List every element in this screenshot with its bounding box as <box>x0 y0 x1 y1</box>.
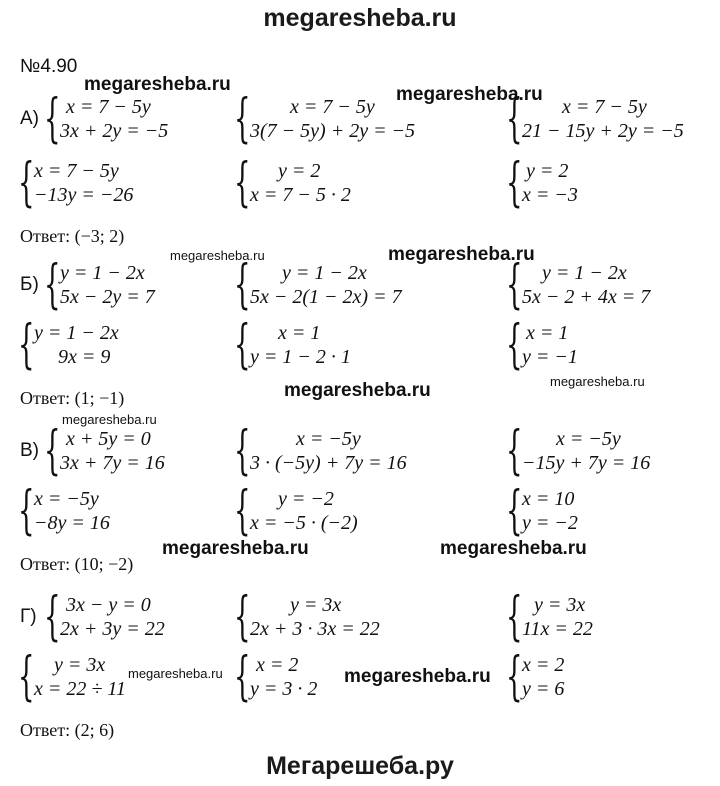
site-footer: Мегарешеба.ру <box>266 752 454 780</box>
equation: x = −5 · (−2) <box>250 512 358 534</box>
equation: y = 3x <box>290 594 342 616</box>
answer-d: Ответ: (2; 6) <box>20 720 115 740</box>
equation: x = −5y <box>296 428 361 450</box>
answer-c: Ответ: (10; −2) <box>20 554 134 574</box>
equation: y = −2 <box>278 488 334 510</box>
equation: 3 · (−5y) + 7y = 16 <box>250 452 407 474</box>
equation: y = 1 − 2x <box>542 262 627 284</box>
equation: 3(7 − 5y) + 2y = −5 <box>250 120 416 142</box>
equation: −8y = 16 <box>34 512 110 534</box>
equation: y = 1 − 2x <box>60 262 145 284</box>
equation: y = 3x <box>54 654 106 676</box>
equation: x = 7 − 5y <box>290 96 375 118</box>
equation: y = −2 <box>522 512 578 534</box>
equation: x = 7 − 5y <box>66 96 151 118</box>
equation: y = 3 · 2 <box>250 678 318 700</box>
equation: 3x + 2y = −5 <box>60 120 169 142</box>
equation: 11x = 22 <box>522 618 593 640</box>
watermark: megaresheba.ru <box>84 74 231 95</box>
equation: y = 2 <box>278 160 321 182</box>
equation: y = 1 − 2x <box>282 262 367 284</box>
equation: x = 7 − 5 · 2 <box>250 184 351 206</box>
equation: 3x − y = 0 <box>66 594 151 616</box>
equation: y = 6 <box>522 678 565 700</box>
watermark: megaresheba.ru <box>128 666 223 681</box>
equation: x = −5y <box>34 488 99 510</box>
part-label-d: Г) <box>20 606 37 627</box>
watermark: megaresheba.ru <box>284 380 431 401</box>
equation: x = 1 <box>526 322 569 344</box>
part-label-a: А) <box>20 108 39 129</box>
equation: 3x + 7y = 16 <box>60 452 165 474</box>
watermark: megaresheba.ru <box>62 412 157 427</box>
equation: x = 22 ÷ 11 <box>34 678 126 700</box>
part-label-b: Б) <box>20 274 39 295</box>
equation: 21 − 15y + 2y = −5 <box>522 120 684 142</box>
equation: x = 7 − 5y <box>562 96 647 118</box>
equation: x = 7 − 5y <box>34 160 119 182</box>
watermark: megaresheba.ru <box>440 538 587 559</box>
equation: x = −3 <box>522 184 578 206</box>
equation: 5x − 2y = 7 <box>60 286 155 308</box>
equation: −13y = −26 <box>34 184 134 206</box>
equation: 2x + 3 · 3x = 22 <box>250 618 380 640</box>
watermark: megaresheba.ru <box>344 666 491 687</box>
equation: 5x − 2(1 − 2x) = 7 <box>250 286 402 308</box>
equation: −15y + 7y = 16 <box>522 452 651 474</box>
site-header: megaresheba.ru <box>263 4 457 32</box>
watermark: megaresheba.ru <box>388 244 535 265</box>
watermark: megaresheba.ru <box>162 538 309 559</box>
watermark: megaresheba.ru <box>396 84 543 105</box>
equation: x + 5y = 0 <box>66 428 151 450</box>
equation: y = 3x <box>534 594 586 616</box>
equation: 9x = 9 <box>58 346 111 368</box>
watermark: megaresheba.ru <box>170 248 265 263</box>
equation: 2x + 3y = 22 <box>60 618 165 640</box>
equation: x = 2 <box>522 654 565 676</box>
equation: x = 1 <box>278 322 321 344</box>
part-label-c: В) <box>20 440 39 461</box>
equation: y = 2 <box>526 160 569 182</box>
equation: y = 1 − 2 · 1 <box>250 346 351 368</box>
problem-number: №4.90 <box>20 56 78 77</box>
equation: y = −1 <box>522 346 578 368</box>
equation: y = 1 − 2x <box>34 322 119 344</box>
answer-a: Ответ: (−3; 2) <box>20 226 125 246</box>
equation: x = 10 <box>522 488 575 510</box>
answer-b: Ответ: (1; −1) <box>20 388 125 408</box>
equation: x = 2 <box>256 654 299 676</box>
equation: 5x − 2 + 4x = 7 <box>522 286 651 308</box>
equation: x = −5y <box>556 428 621 450</box>
watermark: megaresheba.ru <box>550 374 645 389</box>
